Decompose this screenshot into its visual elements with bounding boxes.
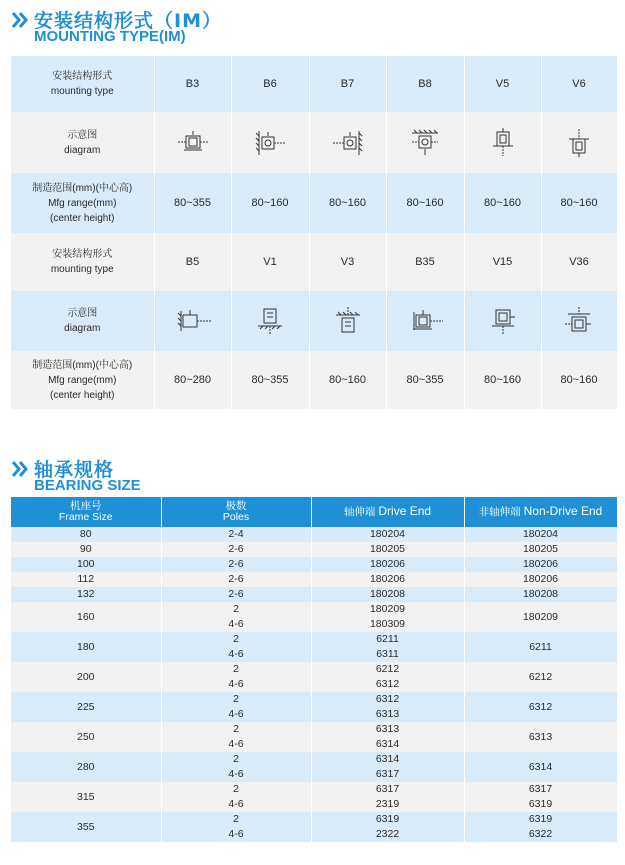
poles-cell: 4-6 xyxy=(161,617,311,632)
type-cell: B3 xyxy=(154,56,231,112)
motor-foot-mount-icon xyxy=(176,129,210,157)
poles-cell: 2 xyxy=(161,602,311,617)
non-drive-end-cell: 6319 xyxy=(464,812,617,827)
drive-end-cell: 6313 xyxy=(311,722,464,737)
motor-vertical-foot-flange-up-icon xyxy=(562,306,596,336)
range-cell: 80~355 xyxy=(386,351,464,409)
row-label xyxy=(11,233,154,291)
type-cell: V3 xyxy=(309,233,386,291)
header-drive-end xyxy=(311,497,464,527)
range-cell: 80~355 xyxy=(154,173,231,233)
poles-cell: 2 xyxy=(161,722,311,737)
non-drive-end-cell: 180204 xyxy=(464,527,617,542)
row-label xyxy=(11,112,154,173)
type-cell: V1 xyxy=(231,233,309,291)
poles-cell: 4-6 xyxy=(161,647,311,662)
drive-end-cell: 180206 xyxy=(311,572,464,587)
frame-size-cell: 80 xyxy=(11,527,161,542)
label-cn: 制造范围(mm)(中心高) xyxy=(32,359,133,371)
type-cell: V5 xyxy=(464,56,541,112)
poles-cell: 4-6 xyxy=(161,827,311,842)
non-drive-end-cell: 6211 xyxy=(464,632,617,662)
drive-end-cell: 6314 xyxy=(311,752,464,767)
drive-end-cell: 6312 xyxy=(311,692,464,707)
drive-end-cell: 180208 xyxy=(311,587,464,602)
label-cn: 示意图 xyxy=(67,129,98,141)
bearing-size-table xyxy=(11,497,618,842)
type-cell: V36 xyxy=(541,233,617,291)
motor-vertical-shaft-up-icon xyxy=(562,128,596,158)
motor-wall-mount-icon xyxy=(253,129,287,157)
drive-end-cell: 180205 xyxy=(311,542,464,557)
mounting-type-row xyxy=(11,233,617,291)
non-drive-end-cell: 6314 xyxy=(464,752,617,782)
label-cn: 示意图 xyxy=(67,308,98,319)
header-cn: 非轴伸端 xyxy=(478,506,521,518)
motor-vertical-flange-up-icon xyxy=(331,306,365,336)
section-title-en: BEARING SIZE xyxy=(34,477,141,494)
diagram-cell xyxy=(154,112,231,173)
poles-cell: 2-6 xyxy=(161,557,311,572)
table-row xyxy=(11,527,617,542)
poles-cell: 2 xyxy=(161,782,311,797)
poles-cell: 4-6 xyxy=(161,767,311,782)
non-drive-end-cell: 180206 xyxy=(464,557,617,572)
poles-cell: 2 xyxy=(161,812,311,827)
drive-end-cell: 180204 xyxy=(311,527,464,542)
diagram-cell xyxy=(386,112,464,173)
drive-end-cell: 6312 xyxy=(311,677,464,692)
drive-end-cell: 2319 xyxy=(311,797,464,812)
type-cell: B6 xyxy=(231,56,309,112)
type-cell: B5 xyxy=(154,233,231,291)
non-drive-end-cell: 180209 xyxy=(464,602,617,632)
label-en: Mfg range(mm) xyxy=(48,374,117,386)
diagram-cell xyxy=(309,112,386,173)
table-row xyxy=(11,542,617,557)
label-en: diagram xyxy=(64,323,101,334)
drive-end-cell: 6212 xyxy=(311,662,464,677)
range-cell: 80~355 xyxy=(231,351,309,409)
diagram-row xyxy=(11,112,617,173)
poles-cell: 2 xyxy=(161,692,311,707)
header-cn: 轴伸端 xyxy=(343,506,376,518)
type-cell: V15 xyxy=(464,233,541,291)
table-row xyxy=(11,632,617,647)
mounting-type-table xyxy=(11,56,618,409)
range-cell: 80~160 xyxy=(541,351,617,409)
frame-size-cell: 250 xyxy=(11,722,161,752)
range-cell: 80~160 xyxy=(309,351,386,409)
mfg-range-row xyxy=(11,173,617,233)
range-cell: 80~160 xyxy=(231,173,309,233)
header-non-drive-end xyxy=(464,497,617,527)
frame-size-cell: 355 xyxy=(11,812,161,842)
drive-end-cell: 180209 xyxy=(311,602,464,617)
label-en: Mfg range(mm) xyxy=(48,197,117,209)
table-row xyxy=(11,692,617,707)
drive-end-cell: 6313 xyxy=(311,707,464,722)
frame-size-cell: 90 xyxy=(11,542,161,557)
poles-cell: 2-6 xyxy=(161,587,311,602)
non-drive-end-cell: 6322 xyxy=(464,827,617,842)
poles-cell: 2 xyxy=(161,662,311,677)
motor-vertical-foot-flange-icon xyxy=(486,306,520,336)
table-row xyxy=(11,782,617,797)
type-cell: B35 xyxy=(386,233,464,291)
poles-cell: 2-6 xyxy=(161,542,311,557)
row-label xyxy=(11,291,154,351)
frame-size-cell: 160 xyxy=(11,602,161,632)
poles-cell: 4-6 xyxy=(161,677,311,692)
non-drive-end-cell: 6312 xyxy=(464,692,617,722)
section-title-cn: 轴承规格 xyxy=(34,459,115,481)
range-cell: 80~160 xyxy=(464,351,541,409)
poles-cell: 2 xyxy=(161,752,311,767)
non-drive-end-cell: 180205 xyxy=(464,542,617,557)
type-cell: B7 xyxy=(309,56,386,112)
table-row xyxy=(11,557,617,572)
drive-end-cell: 6317 xyxy=(311,767,464,782)
header-en: Poles xyxy=(222,511,250,523)
chevron-right-icon xyxy=(10,9,30,31)
poles-cell: 2-4 xyxy=(161,527,311,542)
label-en-sub: (center height) xyxy=(50,389,115,401)
drive-end-cell: 6311 xyxy=(311,647,464,662)
label-en: diagram xyxy=(64,144,101,156)
bearing-table-body xyxy=(11,527,617,842)
drive-end-cell: 6211 xyxy=(311,632,464,647)
diagram-cell xyxy=(541,112,617,173)
chevron-right-icon xyxy=(10,458,30,480)
row-label xyxy=(11,56,154,112)
diagram-cell xyxy=(464,112,541,173)
motor-foot-flange-icon xyxy=(405,307,445,335)
frame-size-cell: 100 xyxy=(11,557,161,572)
table-row xyxy=(11,812,617,827)
range-cell: 80~160 xyxy=(464,173,541,233)
frame-size-cell: 200 xyxy=(11,662,161,692)
section-title-cn: 安装结构形式（IM） xyxy=(34,10,222,32)
type-cell: V6 xyxy=(541,56,617,112)
non-drive-end-cell: 180206 xyxy=(464,572,617,587)
header-en: Drive End xyxy=(378,504,432,518)
mfg-range-row xyxy=(11,351,617,409)
table-row xyxy=(11,752,617,767)
header-en: Non-Drive End xyxy=(523,504,603,518)
range-cell: 80~160 xyxy=(386,173,464,233)
diagram-cell xyxy=(386,291,464,351)
frame-size-cell: 280 xyxy=(11,752,161,782)
drive-end-cell: 2322 xyxy=(311,827,464,842)
header-frame-size xyxy=(11,497,161,527)
frame-size-cell: 132 xyxy=(11,587,161,602)
frame-size-cell: 112 xyxy=(11,572,161,587)
table-row xyxy=(11,572,617,587)
label-en: mounting type xyxy=(50,86,114,97)
poles-cell: 2 xyxy=(161,632,311,647)
label-en-sub: (center height) xyxy=(50,212,115,224)
drive-end-cell: 6314 xyxy=(311,737,464,752)
non-drive-end-cell: 6212 xyxy=(464,662,617,692)
poles-cell: 4-6 xyxy=(161,797,311,812)
poles-cell: 2-6 xyxy=(161,572,311,587)
diagram-cell xyxy=(231,112,309,173)
label-en: mounting type xyxy=(50,264,114,275)
motor-ceiling-mount-icon xyxy=(408,129,442,157)
diagram-cell xyxy=(541,291,617,351)
non-drive-end-cell: 6317 xyxy=(464,782,617,797)
non-drive-end-cell: 180208 xyxy=(464,587,617,602)
header-poles xyxy=(161,497,311,527)
diagram-cell xyxy=(154,291,231,351)
range-cell: 80~160 xyxy=(309,173,386,233)
range-cell: 80~160 xyxy=(541,173,617,233)
header-en: Frame Size xyxy=(58,511,113,523)
label-cn: 安装结构形式 xyxy=(52,71,113,82)
row-label xyxy=(11,173,154,233)
label-cn: 安装结构形式 xyxy=(52,249,113,260)
diagram-cell xyxy=(464,291,541,351)
table-row xyxy=(11,587,617,602)
header-cn: 机座号 xyxy=(70,500,102,512)
frame-size-cell: 315 xyxy=(11,782,161,812)
drive-end-cell: 6319 xyxy=(311,812,464,827)
motor-flange-mount-icon xyxy=(173,307,213,335)
range-cell: 80~280 xyxy=(154,351,231,409)
poles-cell: 4-6 xyxy=(161,707,311,722)
non-drive-end-cell: 6319 xyxy=(464,797,617,812)
bearing-header-row xyxy=(11,497,617,527)
section-title-en: MOUNTING TYPE(IM) xyxy=(34,28,186,45)
motor-vertical-shaft-down-icon xyxy=(486,128,520,158)
table-row xyxy=(11,602,617,617)
frame-size-cell: 180 xyxy=(11,632,161,662)
drive-end-cell: 6317 xyxy=(311,782,464,797)
non-drive-end-cell: 6313 xyxy=(464,722,617,752)
mounting-type-row xyxy=(11,56,617,112)
poles-cell: 4-6 xyxy=(161,737,311,752)
diagram-row xyxy=(11,291,617,351)
header-cn: 极数 xyxy=(225,500,247,512)
table-row xyxy=(11,662,617,677)
drive-end-cell: 180309 xyxy=(311,617,464,632)
row-label xyxy=(11,351,154,409)
drive-end-cell: 180206 xyxy=(311,557,464,572)
motor-wall-mount-icon xyxy=(331,129,365,157)
diagram-cell xyxy=(231,291,309,351)
label-cn: 制造范围(mm)(中心高) xyxy=(32,182,133,194)
type-cell: B8 xyxy=(386,56,464,112)
diagram-cell xyxy=(309,291,386,351)
table-row xyxy=(11,722,617,737)
motor-vertical-flange-icon xyxy=(253,306,287,336)
frame-size-cell: 225 xyxy=(11,692,161,722)
